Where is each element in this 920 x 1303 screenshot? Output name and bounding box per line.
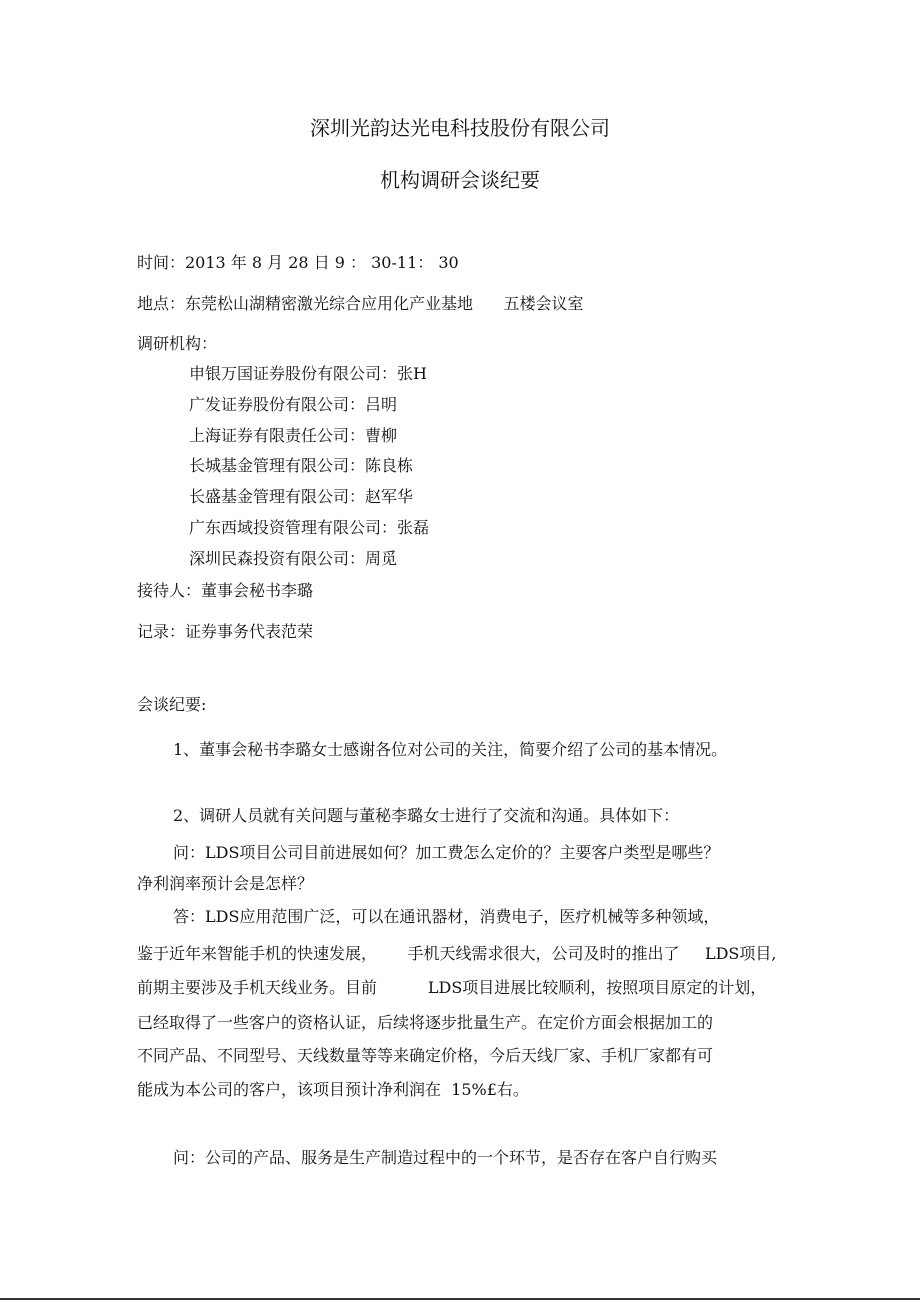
answer-line: 鉴于近年来智能手机的快速发展， 手机天线需求很大，公司及时的推出了 LDS项目,: [137, 944, 777, 963]
question-line: 问：LDS项目公司目前进展如何？加工费怎么定价的？主要客户类型是哪些？: [173, 843, 720, 862]
document-title: 机构调研会谈纪要: [380, 168, 540, 192]
institution-item: 深圳民森投资有限公司：周觅: [189, 549, 398, 568]
answer-line: 能成为本公司的客户，该项目预计净利润在 15%£右。: [137, 1080, 529, 1099]
receptionist: 接待人：董事会秘书李璐: [137, 581, 314, 600]
answer-line: 已经取得了一些客户的资格认证，后续将逐步批量生产。在定价方面会根据加工的: [137, 1013, 714, 1032]
institution-item: 长城基金管理有限公司：陈良栋: [189, 456, 414, 475]
institution-item: 长盛基金管理有限公司：赵军华: [189, 487, 414, 506]
answer-line: 答：LDS应用范围广泛，可以在通讯器材，消费电子，医疗机械等多种领域，: [173, 907, 720, 926]
answer-line: 前期主要涉及手机天线业务。目前 LDS项目进展比较顺利，按照项目原定的计划，: [137, 978, 767, 997]
minutes-label: 会谈纪要:: [137, 695, 207, 714]
meeting-location: 地点：东莞松山湖精密激光综合应用化产业基地 五楼会议室: [137, 294, 584, 313]
company-title: 深圳光韵达光电科技股份有限公司: [310, 116, 610, 140]
institution-item: 广东西域投资管理有限公司：张磊: [189, 518, 430, 537]
minutes-item-1: 1、董事会秘书李璐女士感谢各位对公司的关注，简要介绍了公司的基本情况。: [173, 740, 728, 759]
page-bottom-rule: [0, 1298, 920, 1300]
recorder: 记录：证券事务代表范荣: [137, 622, 314, 641]
answer-line: 不同产品、不同型号、天线数量等等来确定价格，今后天线厂家、手机厂家都有可: [137, 1046, 714, 1065]
institution-item: 广发证券股份有限公司：吕明: [189, 395, 398, 414]
minutes-item-2: 2、调研人员就有关问题与董秘李璐女士进行了交流和沟通。具体如下：: [173, 806, 680, 825]
question-line: 净利润率预计会是怎样？: [137, 874, 314, 893]
question-2: 问：公司的产品、服务是生产制造过程中的一个环节，是否存在客户自行购买: [173, 1148, 718, 1167]
meeting-time: 时间：2013 年 8 月 28 日 9 ： 30-11： 30: [137, 253, 459, 272]
institutions-label: 调研机构：: [137, 334, 218, 353]
institution-item: 上海证券有限责任公司：曹柳: [189, 426, 398, 445]
institution-item: 申银万国证券股份有限公司：张H: [189, 364, 427, 383]
